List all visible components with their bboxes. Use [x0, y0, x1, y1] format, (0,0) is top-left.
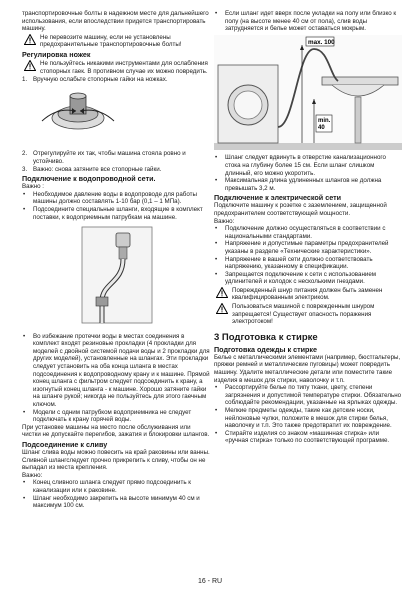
- list-item: • Напряжение и допустимые параметры предохранителей указаны в разделе «Технические характеристики».: [214, 240, 402, 255]
- leg-adjust-heading: Регулировка ножек: [22, 49, 91, 59]
- list-item: • Шланг необходимо закрепить на высоте минимум 40 см и максимум 100 см.: [22, 495, 210, 510]
- max-height-label: max. 100: [308, 38, 335, 46]
- hose-illustration: [22, 223, 210, 328]
- step-number: 2.: [22, 150, 28, 158]
- list-item: • Рассортируйте белье по типу ткани, цвету, степени загрязнения и допустимой температуре стирки. Обязательно соблюдайте рекомендации, указанные на ярлыках одежды.: [214, 384, 402, 407]
- laundry-prep-heading: Подготовка одежды к стирке: [214, 344, 318, 354]
- warning-icon: [216, 303, 228, 314]
- leg-illustration: [22, 86, 210, 146]
- step-item: [22, 150, 210, 165]
- min-height-label-line: min.: [318, 117, 331, 124]
- list-item: • Во избежание протечки воды в местах соединения в комплект входят резиновые прокладки (4 прокладки для моделей с двойной системой подачи воды и 2 прокладки для других моделей), установленные на шлангах. Эти прокладки следует установить на оба конца шланга в местах подсоединения к водопроводному крану и к машине. Прямой конец шланга с фильтром следует подсоединить к крану, а изогнутый конец шланга - к машине. Хорошо затяните гайки на шланге рукой; никогда не пользуйтесь для этого гаечным ключом.: [22, 333, 210, 409]
- intro-text: транспортировочные болты в надежном месте для дальнейшего использования, если впоследствии придется транспортировать машину.: [22, 10, 209, 33]
- important-label: Важно:: [22, 471, 43, 479]
- list-item: • Необходимое давление воды в водопроводе для работы машины должно составлять 1-10 бар (0,1 – 1 MПa).: [22, 191, 210, 206]
- laundry-prep-text: Белье с металлическими элементами (например, бюстгальтеры, пряжки ремней и металлические пуговицы) может повредить машину. Удалите металлические детали или поместите такие изделия в мешок для стирки, наволочку и т.п.: [214, 353, 401, 384]
- drain-connection-heading: Подсоединение к сливу: [22, 440, 108, 449]
- drain-text: Шланг слива воды можно повесить на край раковины или ванны. Сливной шлангследует прочно прикрепить к сливу, чтобы он не выпадал из места крепления.: [22, 449, 210, 472]
- drain-height-illustration: [214, 35, 402, 150]
- warning-icon: [24, 34, 36, 45]
- list-item: • Мелкие предметы одежды, такие как детские носки, нейлоновые чулки, положите в мешок для стирки белья, наволочку и т.п. Это также предотвратит их повреждение.: [214, 407, 402, 430]
- warning-block: [214, 303, 402, 326]
- water-connection-heading: Подключение к водопроводной сети.: [22, 174, 156, 184]
- water-after-text: При установке машины на место после обслуживания или чистки не допускайте перегибов, зажатия и блокировки шлангов.: [22, 423, 210, 439]
- warning-text: Поврежденный шнур питания должен быть заменен квалифицированным электриком.: [232, 286, 383, 302]
- important-label: Важно:: [214, 217, 235, 225]
- min-height-label-line: 40: [318, 124, 325, 131]
- warning-icon: [24, 60, 36, 71]
- important-label: Важно :: [22, 183, 45, 191]
- right-column: [214, 10, 402, 445]
- list-item: • Стирайте изделия со знаком «машинная стирка» или «ручная стирка» только по соответствующей программе.: [214, 430, 402, 445]
- step-text: Отрегулируйте их так, чтобы машина стояла ровно и устойчиво.: [33, 150, 186, 165]
- step-item: [22, 166, 210, 174]
- list-item: • Запрещается подключение к сети с использованием удлинителей и колодок с несколькими гнездами.: [214, 271, 402, 286]
- warning-text: Не перевозите машину, если не установлены предохранительные транспортировочные болты!: [40, 33, 182, 49]
- step-number: 3.: [22, 165, 28, 173]
- warning-block: [22, 34, 210, 49]
- list-item: • Если шланг идет вверх после укладки на полу или близко к полу (на высоте менее 40 см от пола), слив воды затрудняется и белье может оставаться мокрым.: [214, 10, 402, 33]
- step-number: 1.: [22, 76, 28, 84]
- step-item: [22, 76, 210, 84]
- warning-icon: [216, 287, 228, 298]
- page-number: 16 - RU: [197, 578, 223, 585]
- list-item: • Подсоедините специальные шланги, входящие в комплект поставки, к водоприемным патрубкам на машине.: [22, 206, 210, 221]
- electric-text: Подключите машину к розетке с заземлением, защищенной предохранителем соответствующей мощности.: [214, 202, 387, 217]
- left-column: [22, 10, 210, 510]
- warning-text: Не пользуйтесь никакими инструментами для ослабления стопорных гаек. В противном случае их можно повредить.: [40, 59, 208, 75]
- step-text: Вручную ослабьте стопорные гайки на ножках.: [33, 76, 168, 84]
- warning-block: [214, 287, 402, 302]
- list-item: • Максимальная длина удлиненных шлангов не должна превышать 3,2 м.: [214, 177, 402, 192]
- list-item: • Напряжение в вашей сети должно соответствовать напряжению, указанному в спецификации.: [214, 256, 402, 271]
- warning-block: [22, 60, 210, 75]
- electric-connection-heading: Подключение к электрической сети: [214, 193, 342, 203]
- warning-text: Пользоваться машиной с поврежденным шнуром запрещается! Существует опасность поражения электротоком!: [232, 303, 375, 326]
- list-item: • Шланг следует вдвинуть в отверстие канализационного стока на глубину более 15 см. Если шланг слишком длинный, его можно укоротить.: [214, 154, 402, 177]
- list-item: • Модели с одним патрубком водоприемника не следует подключать к крану горячей воды.: [22, 409, 210, 424]
- list-item: • Подключение должно осуществляться в соответствии с национальными стандартами.: [214, 225, 402, 240]
- list-item: • Конец сливного шланга следует прямо подсоединить к канализации или к раковине.: [22, 479, 210, 494]
- step-text: Важно: снова затяните все стопорные гайки.: [33, 165, 162, 173]
- section-title: 3 Подготовка к стирке: [214, 331, 318, 343]
